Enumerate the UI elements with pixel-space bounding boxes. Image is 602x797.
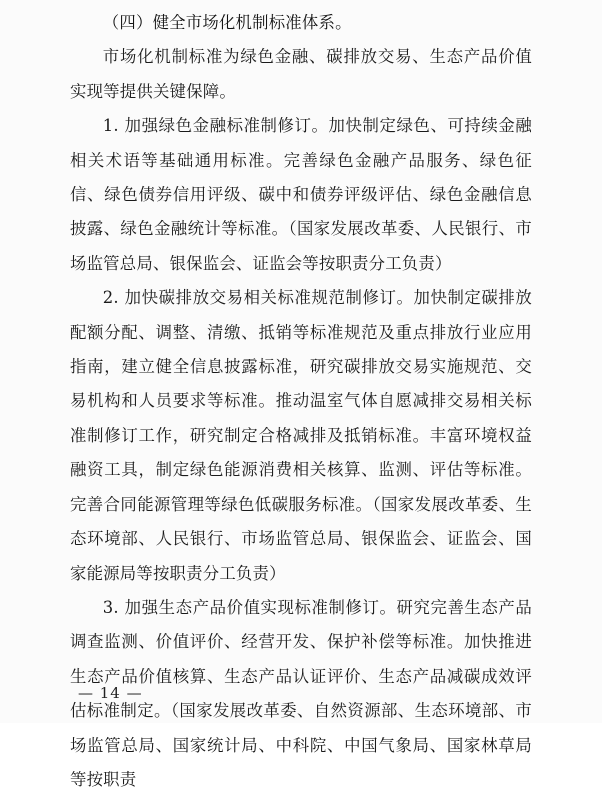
item-1-paragraph: 1. 加强绿色金融标准制修订。加快制定绿色、可持续金融相关术语等基础通用标准。完善绿色金融产品服务、绿色征信、绿色债券信用评级、碳中和债券评级评估、绿色金融信息披露、绿色金融统计等标准。（国家发展改革委、人民银行、市场监管总局、银保监会、证监会等按职责分工负责） [70,116,532,273]
item-3-paragraph: 3. 加强生态产品价值实现标准制修订。研究完善生态产品调查监测、价值评价、经营开发、保护补偿等标准。加快推进生态产品价值核算、生态产品认证评价、生态产品减碳成效评估标准制定。（国家发展改革委、自然资源部、生态环境部、市场监管总局、国家统计局、中科院、中国气象局、国家林草局等按职责 [70,597,532,789]
document-body [70,6,532,797]
intro-paragraph: 市场化机制标准为绿色金融、碳排放交易、生态产品价值实现等提供关键保障。 [70,47,532,101]
item-2-paragraph: 2. 加快碳排放交易相关标准规范制修订。加快制定碳排放配额分配、调整、清缴、抵销等标准规范及重点排放行业应用指南，建立健全信息披露标准，研究碳排放交易实施规范、交易机构和人员要求等标准。推动温室气体自愿减排交易相关标准制修订工作，研究制定合格减排及抵销标准。丰富环境权益融资工具，制定绿色能源消费相关核算、监测、评估等标准。完善合同能源管理等绿色低碳服务标准。（国家发展改革委、生态环境部、人民银行、市场监管总局、银保监会、证监会、国家能源局等按职责分工负责） [70,288,532,583]
section-heading: （四）健全市场化机制标准体系。 [102,13,352,32]
page-number: — 14 — [78,684,143,702]
